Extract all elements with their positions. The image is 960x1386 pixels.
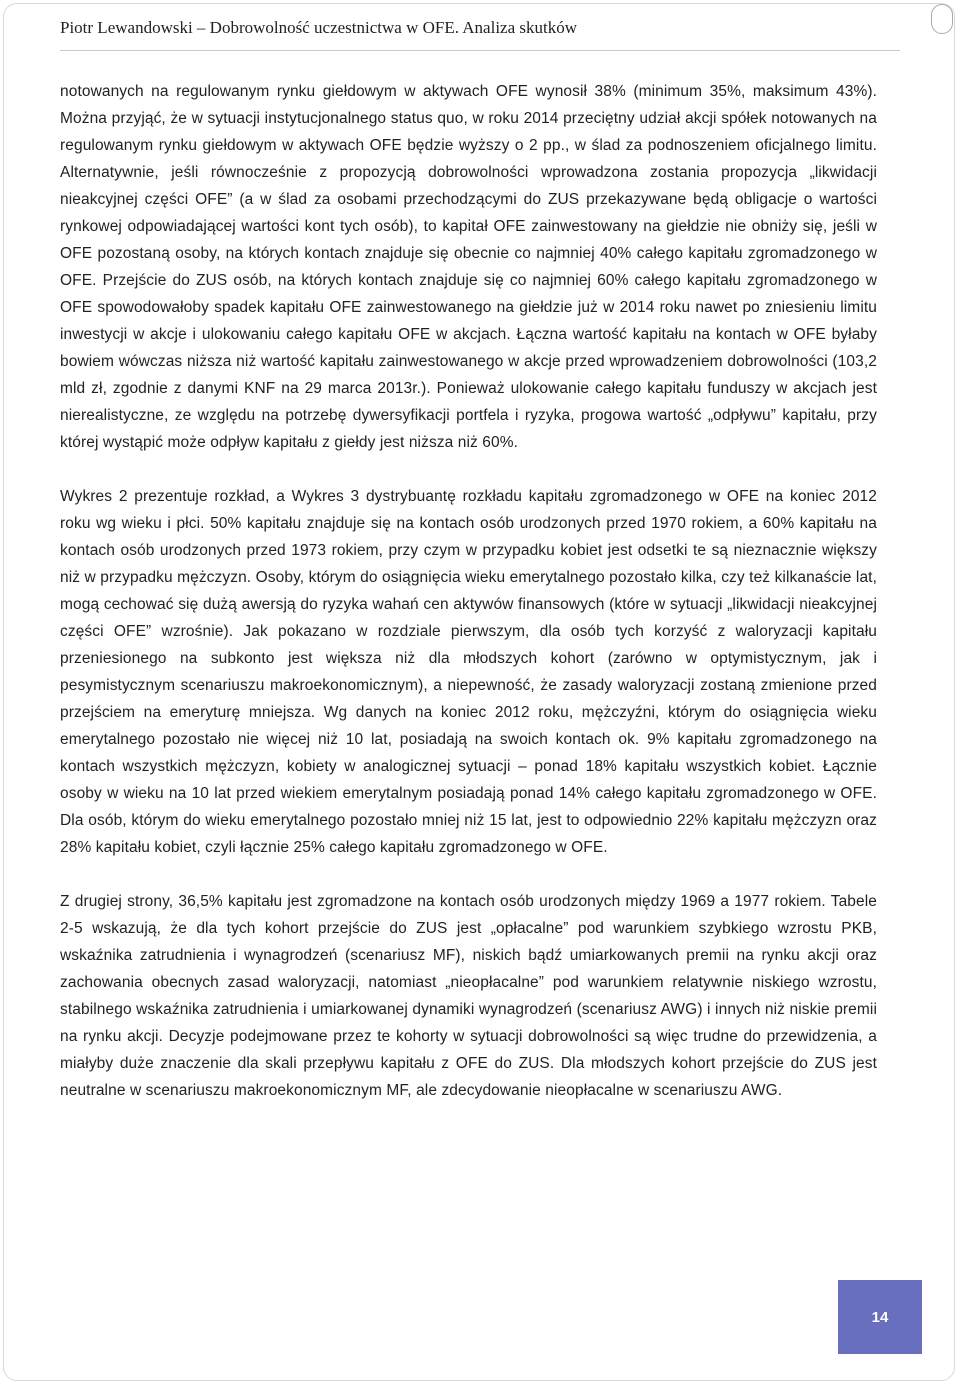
page-corner-mark <box>931 4 953 34</box>
paragraph-2: Wykres 2 prezentuje rozkład, a Wykres 3 dystrybuantę rozkładu kapitału zgromadzonego w OFE na koniec 2012 roku wg wieku i płci. 50% kapitału znajduje się na kontach osób urodzonych przed 1970 rokiem, a 60% kapitału na kontach osób urodzonych przed 1973 rokiem, przy czym w przypadku kobiet jest odsetki te są nieznacznie większy niż w przypadku mężczyzn. Osoby, którym do osiągnięcia wieku emerytalnego pozostało kilka, czy też kilkanaście lat, mogą cechować się dużą awersją do ryzyka wahań cen aktywów finansowych (które w sytuacji „likwidacji nieakcyjnej części OFE” wzrośnie). Jak pokazano w rozdziale pierwszym, dla osób tych korzyść z waloryzacji kapitału przeniesionego na subkonto jest większa niż dla młodszych kohort (zarówno w optymistycznym, jak i pesymistycznym scenariuszu makroekonomicznym), a niepewność, że zasady waloryzacji zostaną zmienione przed przejściem na emeryturę mniejsza. Wg danych na koniec 2012 roku, mężczyźni, którym do osiągnięcia wieku emerytalnego pozostało nie więcej niż 10 lat, posiadają na swoich kontach ok. 9% kapitału zgromadzonego na kontach wszystkich mężczyzn, kobiety w analogicznej sytuacji – ponad 18% kapitału wszystkich kobiet. Łącznie osoby w wieku na 10 lat przed wiekiem emerytalnym posiadają ponad 14% całego kapitału zgromadzonego w OFE. Dla osób, którym do wieku emerytalnego pozostało mniej niż 15 lat, jest to odpowiednio 22% kapitału mężczyzn oraz 28% kapitału kobiet, czyli łącznie 25% całego kapitału zgromadzonego w OFE. <box>60 488 877 856</box>
paragraph-1: notowanych na regulowanym rynku giełdowym w aktywach OFE wynosił 38% (minimum 35%, maksimum 43%). Można przyjąć, że w sytuacji instytucjonalnego status quo, w roku 2014 przeciętny udział akcji spółek notowanych na regulowanym rynku giełdowym w aktywach OFE będzie wyższy o 2 pp., w ślad za podnoszeniem oficjalnego limitu. Alternatywnie, jeśli równocześnie z propozycją dobrowolności wprowadzona zostania propozycja „likwidacji nieakcyjnej części OFE” (a w ślad za osobami przechodzącymi do ZUS przekazywane będą obligacje o wartości rynkowej odpowiadającej wartości kont tych osób), to kapitał OFE zainwestowany na giełdzie nie obniży się, jeśli w OFE pozostaną osoby, na których kontach znajduje się obecnie co najmniej 40% całego kapitału zgromadzonego w OFE. Przejście do ZUS osób, na których kontach znajduje się co najmniej 60% całego kapitału zgromadzonego w OFE spowodowałoby spadek kapitału OFE zainwestowanego na giełdzie już w 2014 roku nawet po zniesieniu limitu inwestycji w akcje i ulokowaniu całego kapitału OFE w akcjach. Łączna wartość kapitału na kontach w OFE byłaby bowiem wówczas niższa niż wartość kapitału zainwestowanego w akcje przed wprowadzeniem dobrowolności (103,2 mld zł, zgodnie z danymi KNF na 29 marca 2013r.). Ponieważ ulokowanie całego kapitału funduszy w akcjach jest nierealistyczne, ze względu na potrzebę dywersyfikacji portfela i ryzyka, progowa wartość „odpływu” kapitału, przy której wystąpić może odpływ kapitału z giełdy jest niższa niż 60%. <box>60 83 877 451</box>
header-rule <box>60 50 900 51</box>
paragraph-3: Z drugiej strony, 36,5% kapitału jest zgromadzone na kontach osób urodzonych między 1969 a 1977 rokiem. Tabele 2-5 wskazują, że dla tych kohort przejście do ZUS jest „opłacalne” pod warunkiem szybkiego wzrostu PKB, wskaźnika zatrudnienia i wynagrodzeń (scenariusz MF), niskich bądź umiarkowanych premii na rynku akcji oraz zachowania obecnych zasad waloryzacji, natomiast „nieopłacalne” pod warunkiem relatywnie niskiego wzrostu, stabilnego wskaźnika zatrudnienia i umiarkowanej dynamiki wynagrodzeń (scenariusz AWG) i innych niż niskie premii na rynku akcji. Decyzje podejmowane przez te kohorty w sytuacji dobrowolności są więc trudne do przewidzenia, a miałyby duże znaczenie dla skali przepływu kapitału z OFE do ZUS. Dla młodszych kohort przejście do ZUS jest neutralne w scenariuszu makroekonomicznym MF, ale zdecydowanie nieopłacalne w scenariuszu AWG. <box>60 893 877 1099</box>
document-body <box>60 78 877 1131</box>
page-number: 14 <box>871 1308 889 1326</box>
page-number-badge <box>838 1280 922 1354</box>
running-header: Piotr Lewandowski – Dobrowolność uczestnictwa w OFE. Analiza skutków <box>60 18 577 37</box>
